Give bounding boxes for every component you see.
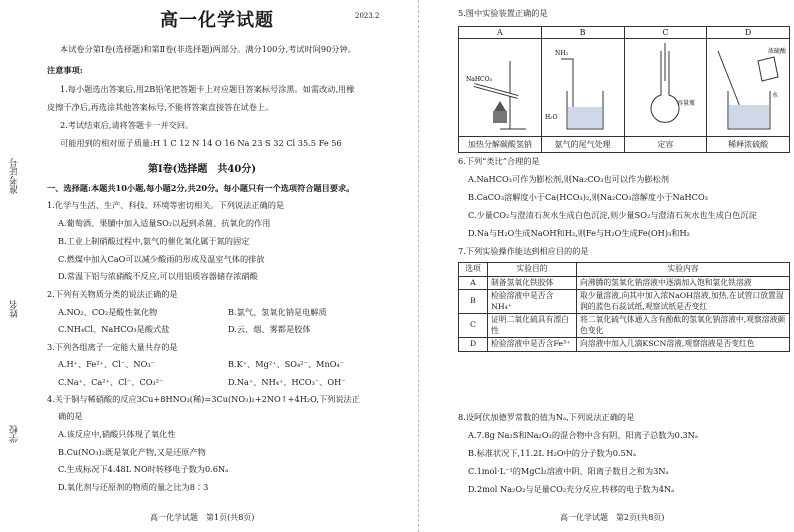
q2-option-d: D.云、烟、雾都是胶体 (228, 324, 311, 334)
q7-row-a-goal: 制备氢氧化铁胶体 (488, 276, 577, 290)
q7-row-a-content: 向沸腾的氢氧化钠溶液中逐滴加入饱和氯化铁溶液 (577, 276, 790, 290)
note-2: 2.考试结束后,请将答题卡一并交回。 (60, 120, 194, 130)
q6-option-d: D.Na与H₂O生成NaOH和H₂,则Fe与H₂O生成Fe(OH)₃和H₂ (468, 228, 690, 238)
q5-head-c: C (624, 27, 707, 39)
q1-option-d: D.常温下铝与浓硝酸不反应,可以用铝质容器储存浓硝酸 (58, 271, 258, 281)
q7-head-option: 选项 (459, 263, 488, 277)
left-footer: 高一化学试题 第1页(共8页) (150, 513, 255, 522)
q6-option-c: C.少量CO₂与澄清石灰水生成白色沉淀,则少量SO₂与澄清石灰水也生成白色沉淀 (468, 210, 757, 220)
question-3: 3.下列各组离子一定能大量共存的是 (47, 342, 178, 352)
q7-table (458, 262, 790, 352)
q8-option-d: D.2mol Na₂O₂与足量CO₂充分反应,转移的电子数为4Nₐ (468, 484, 675, 494)
q7-row-c-goal: 证明二氧化硫具有漂白性 (488, 314, 577, 338)
right-page (420, 0, 794, 532)
q2-option-a: A.NO₂、CO₂是酸性氧化物 (58, 307, 158, 317)
atomic-masses: 可能用到的相对原子质量:H 1 C 12 N 14 O 16 Na 23 S 32 Cl 35.5 Fe 56 (60, 138, 342, 148)
q1-option-a: A.葡萄酒、果脯中加入适量SO₂以起到杀菌、抗氧化的作用 (58, 218, 271, 228)
q5-caption-b: 氨气的尾气处理 (541, 137, 624, 153)
q5-figure-b (541, 39, 624, 137)
q7-row-a-option: A (459, 276, 488, 290)
q5-head-d: D (707, 27, 790, 39)
note-1a: 1.每小题选出答案后,用2B铅笔把答题卡上对应题目答案标号涂黑。如需改动,用橡 (60, 84, 355, 94)
notes-title: 注意事项: (47, 65, 83, 75)
q5-label-d2: 水 (772, 91, 779, 99)
q5-label-c: 容量瓶 (677, 99, 696, 107)
q5-label-b1: NH₃ (554, 49, 568, 57)
q7-row-b-option: B (459, 290, 488, 314)
fold-divider (418, 0, 419, 532)
q5-caption-a: 加热分解碳酸氢钠 (459, 137, 542, 153)
question-1: 1.化学与生活、生产、科技、环境等密切相关。下列说法正确的是 (47, 200, 285, 210)
volumetric-flask-icon (625, 41, 705, 135)
right-footer: 高一化学试题 第2页(共8页) (560, 513, 665, 522)
q8-option-c: C.1mol·L⁻¹的MgCl₂溶液中阴、阳离子数目之和为3Nₐ (468, 466, 669, 476)
q2-option-c: C.NH₄Cl、NaHCO₃是酸式盐 (58, 324, 170, 334)
q5-label-b2: H₂O (544, 113, 558, 121)
q3-option-a: A.H⁺、Fe²⁺、Cl⁻、NO₃⁻ (58, 359, 155, 369)
q6-option-a: A.NaHCO₃可作为膨松剂,则Na₂CO₃也可以作为膨松剂 (468, 174, 669, 184)
instruction: 一、选择题:本题共10小题,每小题2分,共20分。每小题只有一个选项符合题目要求。 (47, 183, 355, 193)
q3-option-b: B.K⁺、Mg²⁺、SO₄²⁻、MnO₄⁻ (228, 359, 345, 369)
q5-head-b: B (541, 27, 624, 39)
q6-option-b: B.CaCO₃溶解度小于Ca(HCO₃)₂,则Na₂CO₃溶解度小于NaHCO₃ (468, 192, 708, 202)
q5-figure-a (459, 39, 542, 137)
q7-head-goal: 实验目的 (488, 263, 577, 277)
q5-head-a: A (459, 27, 542, 39)
sidebar-exam-number-label: 准考证号 (10, 158, 20, 194)
q5-label-d1: 浓硫酸 (768, 47, 787, 55)
q3-option-d: D.Na⁺、NH₄⁺、HCO₃⁻、OH⁻ (228, 377, 346, 387)
sidebar-name-label: 姓名 (10, 300, 20, 318)
q1-option-c: C.燃煤中加入CaO可以减少酸雨的形成及温室气体的排放 (58, 254, 265, 264)
q7-row-b-content: 取少量溶液,向其中加入浓NaOH溶液,加热,在试管口放置湿润的蓝色石蕊试纸,观察试纸是否变红 (577, 290, 790, 314)
intro-text: 本试卷分第Ⅰ卷(选择题)和第Ⅱ卷(非选择题)两部分。满分100分,考试时间90分钟。 (60, 44, 356, 54)
q5-figure-d (707, 39, 790, 137)
heating-tube-icon (460, 41, 540, 135)
q4-option-c: C.生成标况下4.48L NO时转移电子数为0.6Nₐ (58, 464, 229, 474)
q8-option-a: A.7.8g Na₂S和Na₂O₂的混合物中含有阴、阳离子总数为0.3Nₐ (468, 430, 698, 440)
q2-option-b: B.氯气、氢氧化钠是电解质 (228, 307, 327, 317)
q7-row-b-goal: 检验溶液中是否含NH₄⁺ (488, 290, 577, 314)
question-6: 6.下列“类比”合理的是 (458, 156, 540, 166)
q7-row-d-option: D (459, 338, 488, 352)
note-1b: 皮擦干净后,再选涂其他答案标号,不能将答案直接答在试卷上。 (47, 102, 274, 112)
dilution-beaker-icon (708, 41, 788, 135)
q7-row-d-content: 向溶液中加入几滴KSCN溶液,观察溶液是否变红色 (577, 338, 790, 352)
exam-date: 2023.2 (355, 12, 380, 20)
q7-head-content: 实验内容 (577, 263, 790, 277)
q8-option-b: B.标准状况下,11.2L H₂O中的分子数为0.5Nₐ (468, 448, 637, 458)
question-5: 5.图中实验装置正确的是 (458, 8, 548, 18)
q4-option-b: B.Cu(NO₃)₂既是氧化产物,又是还原产物 (58, 447, 206, 457)
question-7: 7.下列实验操作能达到相应目的的是 (458, 246, 589, 256)
question-4: 4.关于铜与稀硝酸的反应3Cu+8HNO₃(稀)=3Cu(NO₃)₂+2NO↑+4H₂O,下列说法正 (47, 394, 360, 404)
q3-option-c: C.Na⁺、Ca²⁺、Cl⁻、CO₃²⁻ (58, 377, 164, 387)
q1-option-b: B.工业上制硝酸过程中,氨气的催化氧化属于氮的固定 (58, 236, 250, 246)
q5-caption-d: 稀释浓硫酸 (707, 137, 790, 153)
q4-option-d: D.氧化剂与还原剂的物质的量之比为8∶3 (58, 482, 209, 492)
q5-apparatus-table (458, 26, 790, 153)
sidebar-school-label: 学校 (10, 425, 20, 443)
q4-option-a: A.该反应中,硝酸只体现了氧化性 (58, 429, 176, 439)
question-4-cont: 确的是 (58, 411, 83, 421)
q7-row-c-content: 将二氧化硫气体通入含有酚酞的氢氧化钠溶液中,观察溶液颜色变化 (577, 314, 790, 338)
q7-row-d-goal: 检验溶液中是否含Fe³⁺ (488, 338, 577, 352)
question-8: 8.设阿伏加德罗常数的值为Nₐ,下列说法正确的是 (458, 412, 635, 422)
q5-caption-c: 定容 (624, 137, 707, 153)
exam-title: 高一化学试题 (160, 10, 274, 31)
q5-figure-c (624, 39, 707, 137)
question-2: 2.下列有关物质分类的说法正确的是 (47, 289, 178, 299)
q7-row-c-option: C (459, 314, 488, 338)
q5-label-a: NaHCO₃ (465, 75, 492, 83)
section-title: 第Ⅰ卷(选择题 共40分) (148, 164, 257, 175)
gas-absorption-icon (543, 41, 623, 135)
